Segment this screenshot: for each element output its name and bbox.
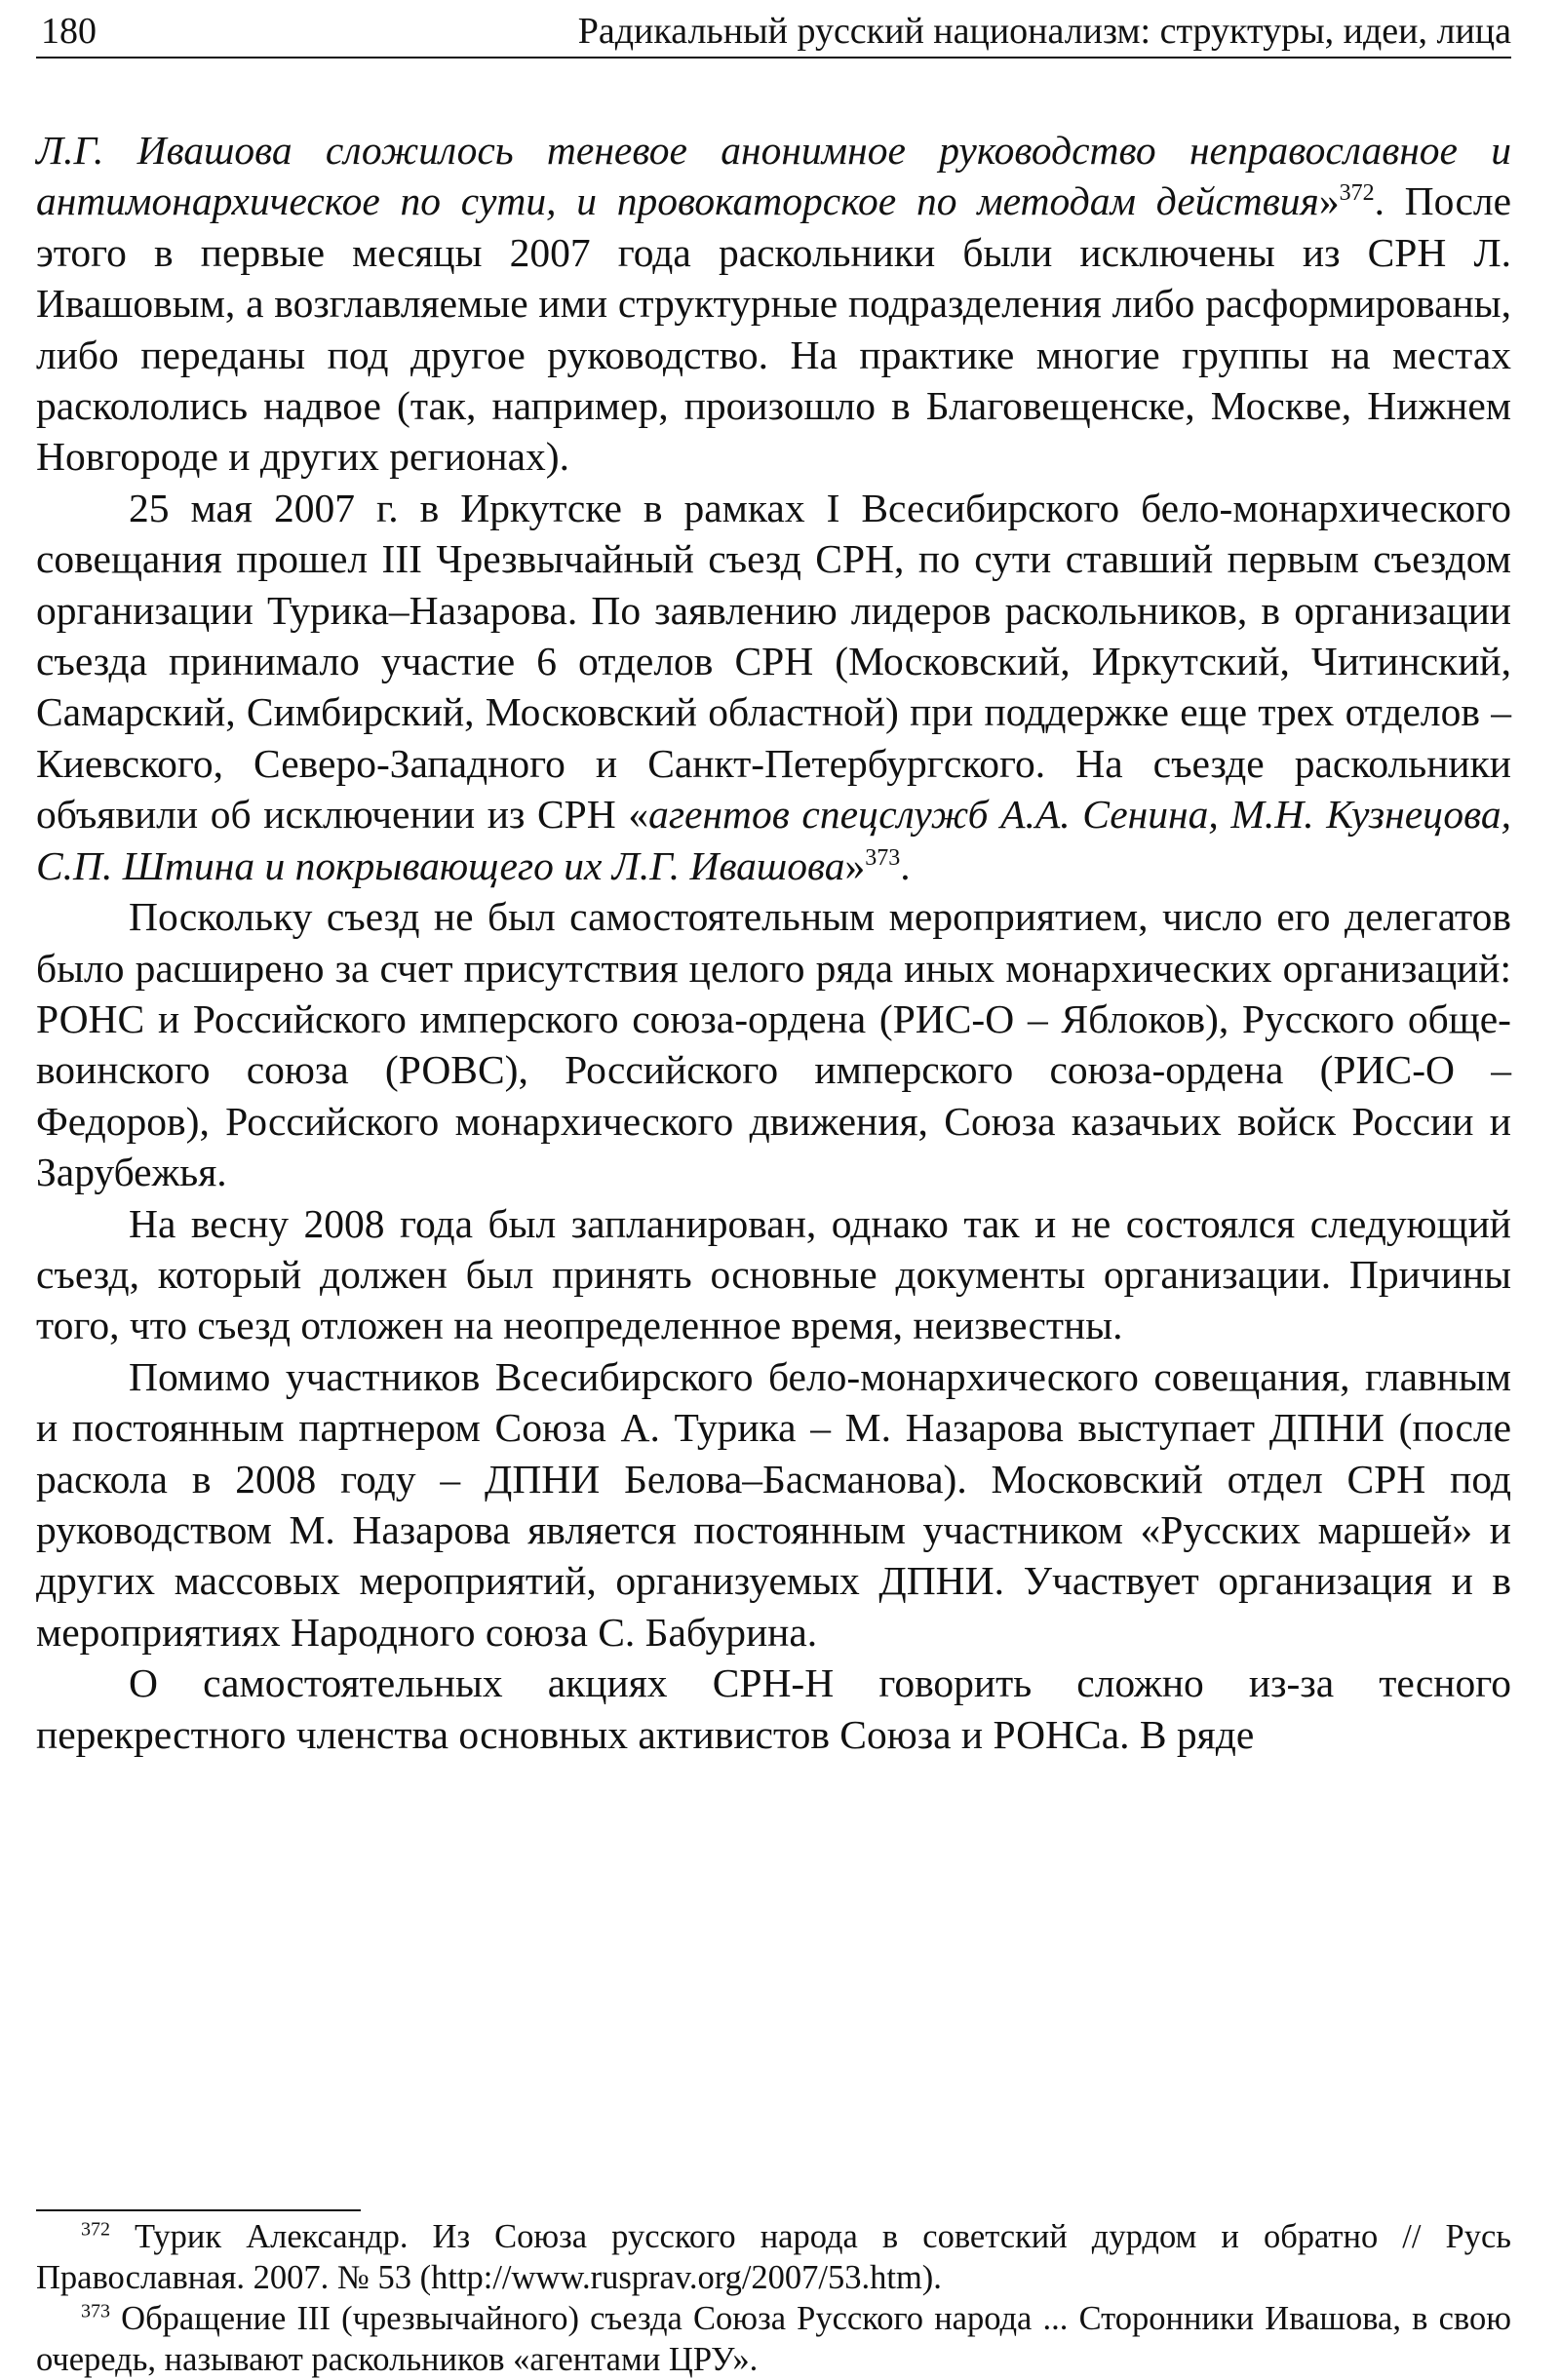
quote-italic: агентов спецслужб А.А. Сенина, М.Н. Кузнецова, С.П. Штина и покрывающего их Л.Г. Ивашова bbox=[36, 792, 1511, 888]
footnote-divider bbox=[36, 2209, 361, 2211]
paragraph-text-end: . bbox=[900, 842, 911, 888]
footnote-text: Обращение III (чрезвычайного) съезда Союза Русского народа ... Сторонники Ивашова, в свою очередь, называют раскольников «агентами ЦРУ». bbox=[36, 2300, 1511, 2378]
paragraph-text: На весну 2008 года был запланирован, однако так и не состоялся следующий съезд, который должен был принять основные документы организации. Причины того, что съезд отложен на неопределенное время, неизвестны. bbox=[36, 1200, 1511, 1348]
quote-close: » bbox=[844, 842, 866, 888]
footnote-ref-372: 372 bbox=[1339, 180, 1375, 207]
footnote-373 bbox=[36, 2298, 1511, 2380]
page-number: 180 bbox=[41, 11, 97, 52]
paragraph bbox=[36, 1351, 1511, 1658]
footnote-372 bbox=[36, 2216, 1511, 2298]
quote-close: » bbox=[1318, 178, 1340, 224]
body-text bbox=[36, 125, 1511, 1760]
footnote-ref-373: 373 bbox=[865, 844, 901, 871]
footnotes bbox=[36, 2216, 1511, 2380]
paragraph-text: О самостоятельных акциях СРН-Н говорить сложно из-за тесного перекрестного членства основных активистов Союза и РОНСа. В ряде bbox=[36, 1660, 1511, 1757]
paragraph bbox=[36, 1658, 1511, 1760]
paragraph-text: 25 мая 2007 г. в Иркутске в рамках I Всесибирского бело-монархического совещания прошел III Чрезвычайный съезд СРН, по сути ставший первым съездом организации Турика–Назарова. По заявлению лидеров раскольников, в организации съезда принимало участие 6 отделов СРН (Московский, Иркутский, Читинский, Самарский, Симбирский, Московский областной) при поддержке еще трех отделов – Киевского, Северо-Западного и Санкт-Петербургского. На съезде раскольники объявили об исключении из СРН « bbox=[36, 485, 1511, 838]
footnote-number: 372 bbox=[81, 2218, 110, 2241]
running-header bbox=[36, 6, 1511, 59]
paragraph-text: . После этого в первые месяцы 2007 года раскольники были исключены из СРН Л. Ивашовым, а возглавляемые ими структурные подразделения либо расформированы, либо переданы под другое руководство. На практике многие группы на местах раскололись надвое (так, например, произошло в Благовещенске, Москве, Нижнем Новгороде и других регионах). bbox=[36, 178, 1511, 480]
footnote-number: 373 bbox=[81, 2300, 110, 2322]
footnote-text: Турик Александр. Из Союза русского народа в советский дурдом и обратно // Русь Православная. 2007. № 53 (http://www.rusprav.org/2007/53.htm). bbox=[36, 2218, 1511, 2296]
paragraph-text: Помимо участников Всесибирского бело-монархического совещания, главным и постоянным партнером Союза А. Турика – М. Назарова выступает ДПНИ (после раскола в 2008 году – ДПНИ Белова–Басманова). Московский отдел СРН под руководством М. Назарова является постоянным участником «Русских маршей» и других массовых мероприятий, организуемых ДПНИ. Участвует организация и в мероприятиях Народного союза С. Бабурина. bbox=[36, 1353, 1511, 1655]
paragraph-continuation bbox=[36, 125, 1511, 483]
paragraph bbox=[36, 891, 1511, 1197]
running-title: Радикальный русский национализм: структуры, идеи, лица bbox=[577, 11, 1511, 52]
paragraph bbox=[36, 1198, 1511, 1351]
quote-italic: Л.Г. Ивашова сложилось теневое анонимное руководство неправославное и антимонархическое по сути, и провокаторское по методам действия bbox=[36, 128, 1511, 224]
paragraph bbox=[36, 483, 1511, 891]
paragraph-text: Поскольку съезд не был самостоятельным мероприятием, число его делегатов было расширено за счет присутствия целого ряда иных монархических организаций: РОНС и Российского имперского союза-ордена (РИС-О – Яблоков), Русского обще-воинского союза (РОВС), Российского имперского союза-ордена (РИС-О – Федоров), Российского монархического движения, Союза казачьих войск России и Зарубежья. bbox=[36, 894, 1511, 1195]
book-page bbox=[36, 0, 1511, 2378]
